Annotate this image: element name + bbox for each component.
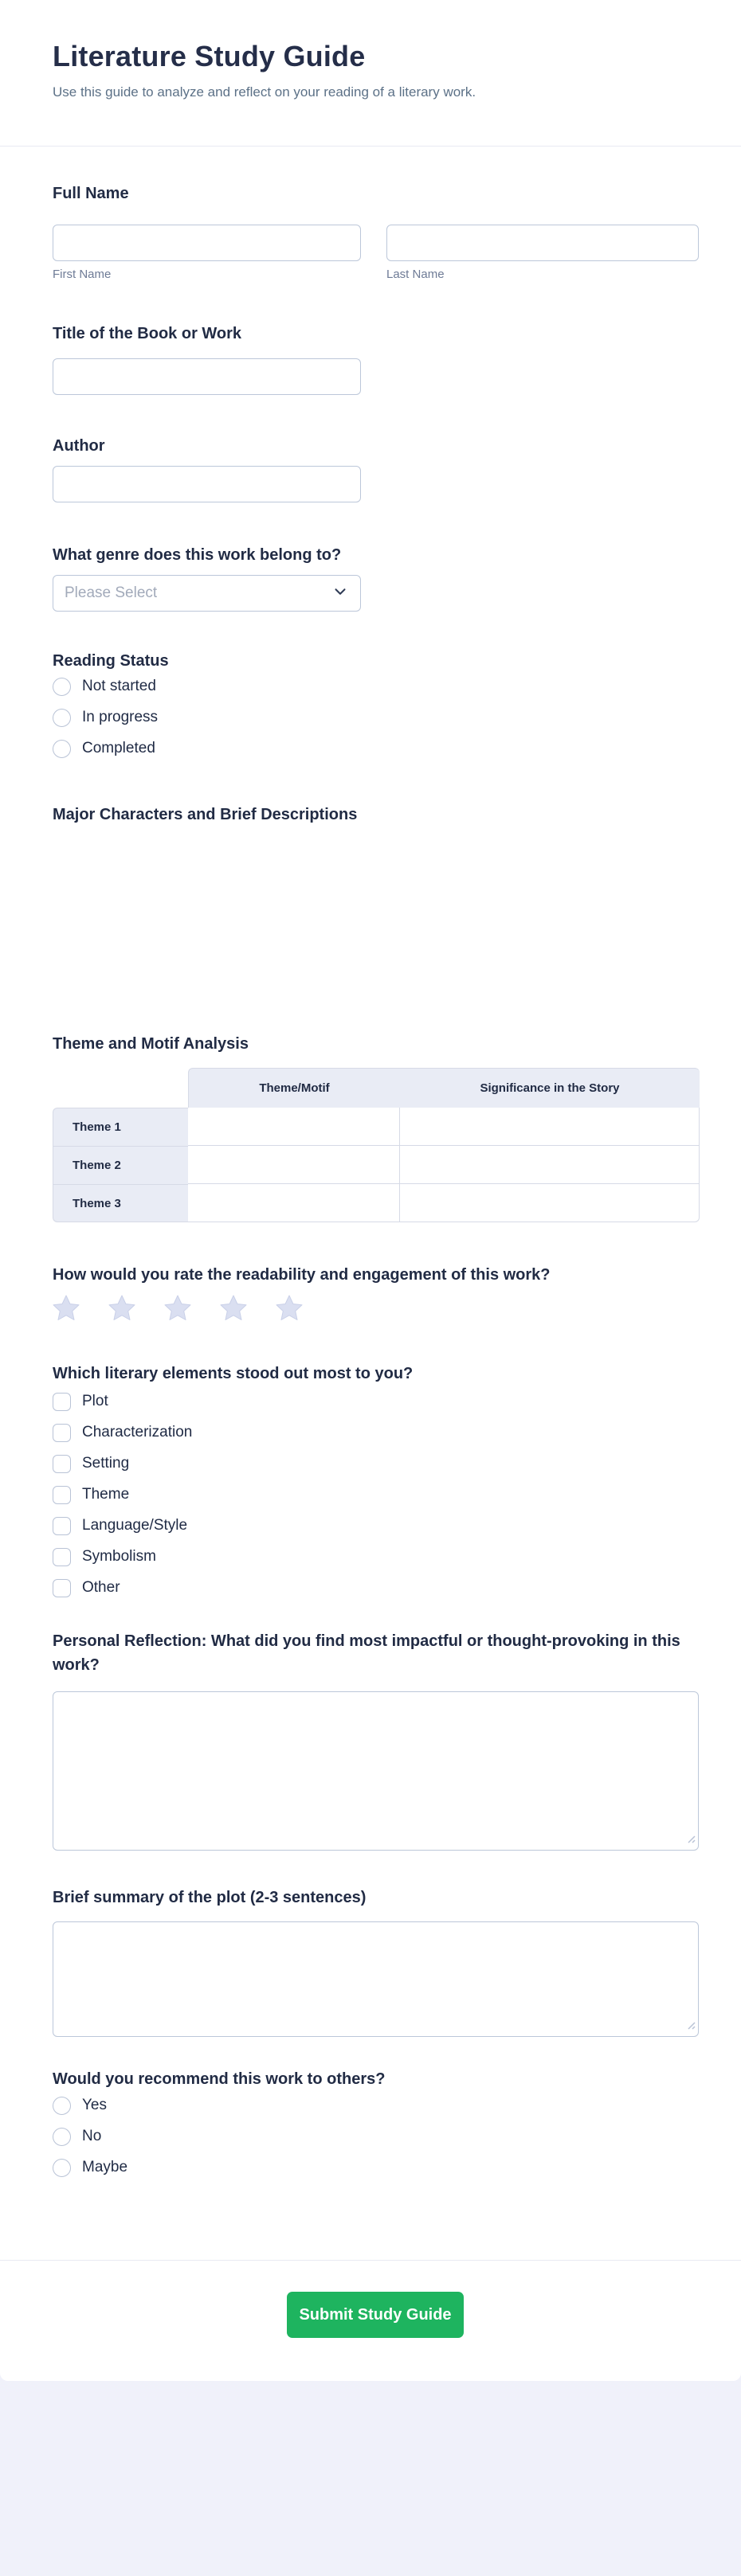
checkbox-label: Plot [82,1393,108,1409]
summary-textarea[interactable] [53,1921,699,2037]
chevron-down-icon [331,583,349,604]
checkbox-icon[interactable] [53,1579,71,1597]
matrix-input-cell[interactable] [188,1146,400,1184]
last-name-sublabel: Last Name [386,268,445,281]
matrix-input-cell[interactable] [400,1108,700,1146]
checkbox-option-setting[interactable] [53,1454,192,1473]
checkbox-label: Setting [82,1455,130,1472]
elements-group [53,1392,192,1597]
theme-matrix-table [53,1068,700,1222]
characters-label: Major Characters and Brief Descriptions [53,806,358,823]
author-label: Author [53,437,105,455]
checkbox-icon[interactable] [53,1486,71,1504]
checkbox-option-other[interactable] [53,1578,192,1597]
book-title-input[interactable] [53,358,361,395]
matrix-input-cell[interactable] [400,1146,700,1184]
elements-label: Which literary elements stood out most to you? [53,1365,414,1382]
summary-label: Brief summary of the plot (2-3 sentences) [53,1889,367,1906]
matrix-input-cell[interactable] [188,1108,400,1146]
radio-label: Completed [82,740,155,756]
radio-option-no[interactable] [53,2127,127,2146]
radio-label: No [82,2128,102,2144]
genre-select[interactable] [53,575,361,612]
radio-icon[interactable] [53,2128,71,2146]
radio-option-in-progress[interactable] [53,708,158,727]
form-title: Literature Study Guide [53,40,366,72]
radio-option-completed[interactable] [53,739,158,758]
checkbox-icon[interactable] [53,1393,71,1411]
radio-option-maybe[interactable] [53,2158,127,2177]
checkbox-label: Other [82,1579,120,1596]
star-icon[interactable] [164,1295,191,1320]
characters-widget-area [53,836,699,1019]
book-title-label: Title of the Book or Work [53,325,242,342]
star-icon[interactable] [108,1295,135,1320]
radio-icon[interactable] [53,709,71,727]
star-icon[interactable] [220,1295,247,1320]
matrix-column-header: Theme/Motif [188,1068,400,1108]
author-input[interactable] [53,466,361,502]
reflection-field [53,1691,699,1851]
checkbox-option-plot[interactable] [53,1392,192,1411]
checkbox-icon[interactable] [53,1548,71,1566]
reflection-label: Personal Reflection: What did you find most impactful or thought-provoking in this work? [53,1632,680,1674]
matrix-input-cell[interactable] [400,1184,700,1222]
header-divider [0,146,741,147]
radio-option-not-started[interactable] [53,677,158,696]
radio-option-yes[interactable] [53,2096,127,2115]
summary-field [53,1921,699,2037]
star-icon[interactable] [53,1295,80,1320]
full-name-label: Full Name [53,185,129,202]
themes-label: Theme and Motif Analysis [53,1035,249,1053]
recommend-label: Would you recommend this work to others? [53,2070,386,2088]
checkbox-label: Language/Style [82,1517,188,1534]
matrix-row-header: Theme 3 [53,1184,188,1222]
radio-label: Yes [82,2097,107,2113]
first-name-input[interactable] [53,225,361,261]
matrix-row-header: Theme 2 [53,1146,188,1184]
submit-divider [0,2260,741,2261]
checkbox-option-theme[interactable] [53,1485,192,1504]
reading-status-group [53,677,158,758]
checkbox-icon[interactable] [53,1455,71,1473]
checkbox-icon[interactable] [53,1517,71,1535]
radio-icon[interactable] [53,740,71,758]
matrix-row-header: Theme 1 [53,1108,188,1146]
genre-label: What genre does this work belong to? [53,546,342,564]
checkbox-option-language-style[interactable] [53,1516,192,1535]
checkbox-icon[interactable] [53,1424,71,1442]
star-rating [53,1295,303,1320]
reading-status-label: Reading Status [53,652,169,670]
page-background-footer [0,2381,741,2576]
matrix-corner-cell [53,1068,188,1108]
matrix-input-cell[interactable] [188,1184,400,1222]
rating-label: How would you rate the readability and engagement of this work? [53,1266,551,1284]
radio-icon[interactable] [53,678,71,696]
form-subtitle: Use this guide to analyze and reflect on your reading of a literary work. [53,84,476,100]
radio-icon[interactable] [53,2159,71,2177]
submit-button[interactable]: Submit Study Guide [287,2292,464,2338]
recommend-group [53,2096,127,2177]
star-icon[interactable] [276,1295,303,1320]
first-name-sublabel: First Name [53,268,112,281]
checkbox-option-characterization[interactable] [53,1423,192,1442]
checkbox-label: Theme [82,1486,130,1503]
checkbox-label: Symbolism [82,1548,156,1565]
checkbox-label: Characterization [82,1424,193,1440]
genre-select-placeholder: Please Select [65,584,158,601]
checkbox-option-symbolism[interactable] [53,1547,192,1566]
radio-icon[interactable] [53,2097,71,2115]
reflection-textarea[interactable] [53,1691,699,1851]
matrix-column-header: Significance in the Story [400,1068,700,1108]
full-name-row [53,225,699,261]
radio-label: Maybe [82,2159,128,2175]
last-name-input[interactable] [386,225,699,261]
radio-label: In progress [82,709,159,725]
radio-label: Not started [82,678,156,694]
